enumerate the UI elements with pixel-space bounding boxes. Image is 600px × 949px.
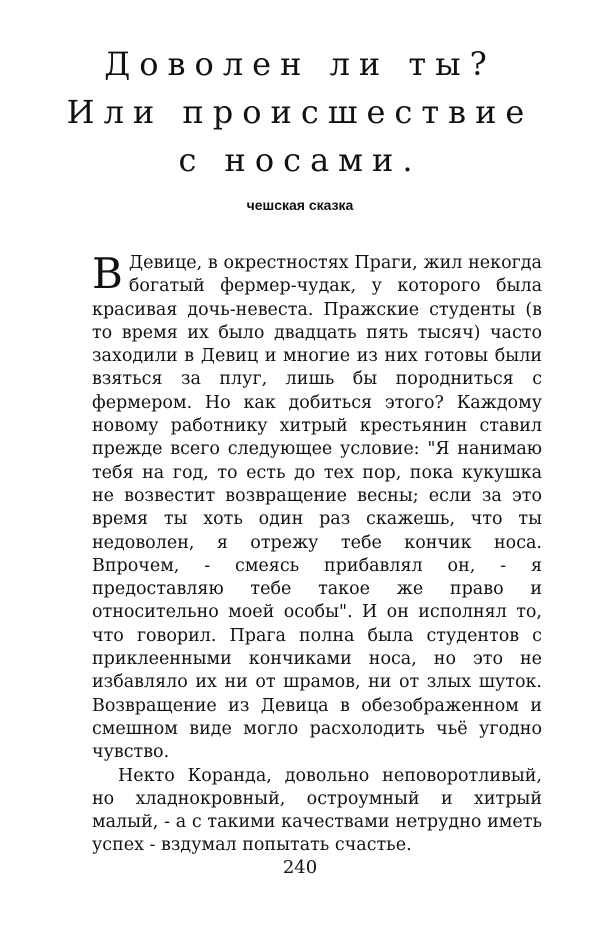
title-line-2: Или происшествие: [66, 93, 534, 131]
subtitle: чешская сказка: [246, 197, 354, 213]
paragraph-1: [92, 249, 542, 765]
page-number: 240: [282, 857, 318, 878]
paragraph-2: Некто Коранда, довольно неповоротливый, но хладнокровный, остроумный и хитрый малый, - а с такими качествами нетрудно иметь успех - вздумал попытать счастье.: [92, 765, 542, 856]
title-line-1: Доволен ли ты?: [104, 45, 496, 83]
drop-cap: В: [92, 249, 123, 298]
title-line-3: с носами.: [178, 141, 422, 179]
story-text: [92, 249, 542, 875]
paragraph-1-text: Девице, в окрестностях Праги, жил некогда богатый фермер-чудак, у которого была красивая дочь-невеста. Пражские студенты (в то время их было двадцать пять тысяч) часто заходили в Девиц и многие из них готовы были взяться за плуг, лишь бы породниться с фермером. Но как добиться этого? Каждому новому работнику хитрый крестьянин ставил прежде всего следующее условие: "Я нанимаю тебя на год, то есть до тех пор, пока кукушка не возвестит возвращение весны; если за это время ты хоть один раз скажешь, что ты недоволен, я отрежу тебе кончик носа. Впрочем, - смеясь прибавлял он, - я предоставляю тебе такое же право и относительно моей особы". И он исполнял то, что говорил. Прага полна была студентов с приклеенными кончиками носа, но это не избавляло их ни от шрамов, ни от злых шуток. Возвращение из Девица в обезображенном и смешном виде могло расхолодить чьё угодно чувство.: [92, 253, 542, 763]
